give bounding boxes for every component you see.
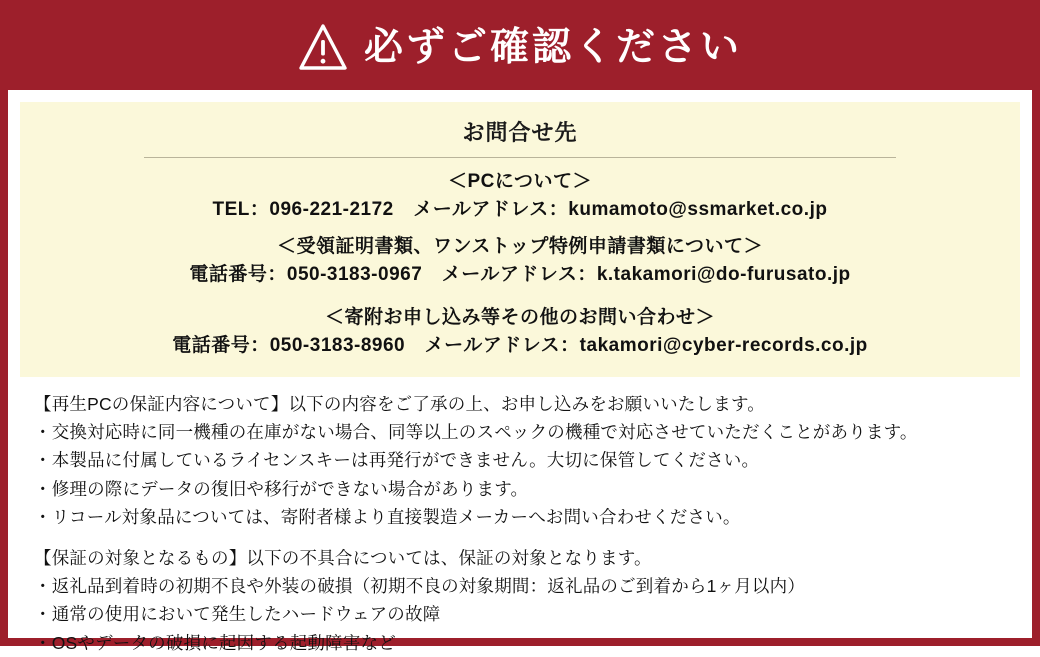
document-header xyxy=(8,8,1032,90)
notes-section xyxy=(8,377,1032,657)
page-title: 必ずご確認ください xyxy=(363,25,742,69)
note-item: ・通常の使用において発生したハードウェアの故障 xyxy=(34,604,441,625)
contact-divider xyxy=(144,157,896,158)
note-heading: 【再生PCの保証内容について】以下の内容をご了承の上、お申し込みをお願いいたします。 xyxy=(34,394,765,415)
contact-line: 電話番号：050-3183-8960 メールアドレス：takamori@cyber-records.co.jp xyxy=(172,334,868,356)
contact-group-receipt xyxy=(40,233,1000,288)
note-item: ・本製品に付属しているライセンスキーは再発行ができません。大切に保管してください。 xyxy=(34,450,760,471)
contact-heading: ＜寄附お申し込み等その他のお問い合わせ＞ xyxy=(324,307,715,329)
contact-group-other xyxy=(40,304,1000,359)
note-heading: 【保証の対象となるもの】以下の不具合については、保証の対象となります。 xyxy=(34,548,652,569)
contact-box xyxy=(20,102,1020,377)
note-item: ・OSやデータの破損に起因する起動障害など xyxy=(34,632,396,653)
contact-heading: ＜PCについて＞ xyxy=(447,171,592,192)
contact-title: お問合せ先 xyxy=(462,120,578,145)
contact-group-pc xyxy=(40,168,1000,223)
warning-triangle-icon xyxy=(298,23,348,71)
contact-line: 電話番号：050-3183-0967 メールアドレス：k.takamori@do-furusato.jp xyxy=(189,263,851,285)
note-item: ・返礼品到着時の初期不良や外装の破損（初期不良の対象期間：返礼品のご到着から1ヶ月以内） xyxy=(34,575,806,596)
contact-heading: ＜受領証明書類、ワンストップ特例申請書類について＞ xyxy=(277,236,763,258)
note-block-covered-items xyxy=(34,545,1006,657)
contact-line: TEL：096-221-2172 メールアドレス：kumamoto@ssmarket.co.jp xyxy=(212,198,828,220)
note-item: ・修理の際にデータの復旧や移行ができない場合があります。 xyxy=(34,478,529,499)
note-item: ・リコール対象品については、寄附者様より直接製造メーカーへお問い合わせください。 xyxy=(34,506,741,527)
note-item: ・交換対応時に同一機種の在庫がない場合、同等以上のスペックの機種で対応させていただくことがあります。 xyxy=(34,421,918,442)
note-block-warranty-terms xyxy=(34,391,1006,531)
